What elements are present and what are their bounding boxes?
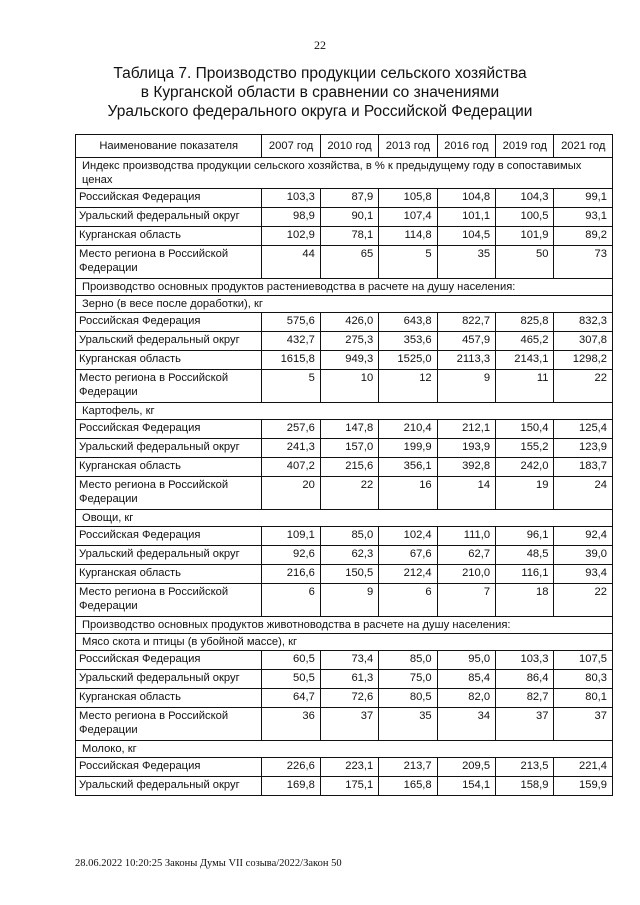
value-cell: 213,7 (379, 758, 437, 777)
value-cell: 22 (554, 370, 613, 403)
value-cell: 101,1 (437, 208, 495, 227)
value-cell: 65 (320, 246, 378, 279)
section-row (76, 403, 613, 420)
value-cell: 87,9 (320, 189, 378, 208)
section-row (76, 279, 613, 296)
value-cell: 215,6 (320, 458, 378, 477)
section-heading: Мясо скота и птицы (в убойной массе), кг (76, 634, 613, 651)
title-line: Таблица 7. Производство продукции сельского хозяйства (113, 65, 527, 82)
table-row (76, 546, 613, 565)
value-cell: 157,0 (320, 439, 378, 458)
header-cell: 2021 год (554, 135, 613, 158)
value-cell: 210,0 (437, 565, 495, 584)
value-cell: 123,9 (554, 439, 613, 458)
value-cell: 210,4 (379, 420, 437, 439)
value-cell: 93,1 (554, 208, 613, 227)
value-cell: 226,6 (262, 758, 320, 777)
section-heading: Зерно (в весе после доработки), кг (76, 296, 613, 313)
row-label: Уральский федеральный округ (76, 777, 262, 796)
row-label: Курганская область (76, 227, 262, 246)
value-cell: 825,8 (496, 313, 554, 332)
table-row (76, 351, 613, 370)
value-cell: 6 (379, 584, 437, 617)
value-cell: 242,0 (496, 458, 554, 477)
table-row (76, 246, 613, 279)
table-row (76, 370, 613, 403)
table-row (76, 477, 613, 510)
value-cell: 216,6 (262, 565, 320, 584)
value-cell: 1525,0 (379, 351, 437, 370)
section-row (76, 634, 613, 651)
value-cell: 158,9 (496, 777, 554, 796)
value-cell: 96,1 (496, 527, 554, 546)
header-cell: 2019 год (496, 135, 554, 158)
table-row (76, 584, 613, 617)
value-cell: 125,4 (554, 420, 613, 439)
row-label: Российская Федерация (76, 651, 262, 670)
value-cell: 1615,8 (262, 351, 320, 370)
value-cell: 109,1 (262, 527, 320, 546)
table-row (76, 708, 613, 741)
value-cell: 99,1 (554, 189, 613, 208)
value-cell: 101,9 (496, 227, 554, 246)
row-label: Место региона в Российской Федерации (76, 370, 262, 403)
section-heading: Овощи, кг (76, 510, 613, 527)
value-cell: 107,4 (379, 208, 437, 227)
value-cell: 35 (379, 708, 437, 741)
value-cell: 107,5 (554, 651, 613, 670)
value-cell: 643,8 (379, 313, 437, 332)
header-cell: 2010 год (320, 135, 378, 158)
value-cell: 37 (554, 708, 613, 741)
value-cell: 16 (379, 477, 437, 510)
table-title (60, 64, 580, 121)
value-cell: 1298,2 (554, 351, 613, 370)
row-label: Место региона в Российской Федерации (76, 246, 262, 279)
value-cell: 67,6 (379, 546, 437, 565)
header-cell: Наименование показателя (76, 135, 262, 158)
table-row (76, 689, 613, 708)
row-label: Место региона в Российской Федерации (76, 584, 262, 617)
value-cell: 50 (496, 246, 554, 279)
value-cell: 2143,1 (496, 351, 554, 370)
value-cell: 100,5 (496, 208, 554, 227)
value-cell: 98,9 (262, 208, 320, 227)
table-row (76, 208, 613, 227)
value-cell: 78,1 (320, 227, 378, 246)
row-label: Место региона в Российской Федерации (76, 708, 262, 741)
table-row (76, 758, 613, 777)
value-cell: 209,5 (437, 758, 495, 777)
value-cell: 95,0 (437, 651, 495, 670)
value-cell: 275,3 (320, 332, 378, 351)
value-cell: 102,9 (262, 227, 320, 246)
value-cell: 2113,3 (437, 351, 495, 370)
value-cell: 832,3 (554, 313, 613, 332)
value-cell: 92,4 (554, 527, 613, 546)
value-cell: 62,7 (437, 546, 495, 565)
value-cell: 7 (437, 584, 495, 617)
value-cell: 105,8 (379, 189, 437, 208)
row-label: Российская Федерация (76, 758, 262, 777)
value-cell: 80,5 (379, 689, 437, 708)
value-cell: 92,6 (262, 546, 320, 565)
value-cell: 150,4 (496, 420, 554, 439)
section-row (76, 741, 613, 758)
table-row (76, 670, 613, 689)
title-line: в Курганской области в сравнении со значениями (140, 84, 500, 101)
row-label: Российская Федерация (76, 527, 262, 546)
value-cell: 72,6 (320, 689, 378, 708)
value-cell: 19 (496, 477, 554, 510)
section-row (76, 296, 613, 313)
section-heading: Индекс производства продукции сельского хозяйства, в % к предыдущему году в сопоставимых ценах (76, 158, 613, 189)
row-label: Курганская область (76, 351, 262, 370)
value-cell: 154,1 (437, 777, 495, 796)
page-number: 22 (314, 38, 326, 52)
section-heading: Молоко, кг (76, 741, 613, 758)
value-cell: 114,8 (379, 227, 437, 246)
section-row (76, 617, 613, 634)
value-cell: 82,0 (437, 689, 495, 708)
value-cell: 89,2 (554, 227, 613, 246)
value-cell: 150,5 (320, 565, 378, 584)
row-label: Уральский федеральный округ (76, 208, 262, 227)
value-cell: 14 (437, 477, 495, 510)
value-cell: 22 (554, 584, 613, 617)
value-cell: 102,4 (379, 527, 437, 546)
value-cell: 223,1 (320, 758, 378, 777)
table-row (76, 439, 613, 458)
section-heading: Производство основных продуктов растениеводства в расчете на душу населения: (76, 279, 613, 296)
section-row (76, 510, 613, 527)
value-cell: 111,0 (437, 527, 495, 546)
value-cell: 9 (320, 584, 378, 617)
row-label: Российская Федерация (76, 420, 262, 439)
agriculture-table (75, 134, 613, 796)
value-cell: 61,3 (320, 670, 378, 689)
value-cell: 24 (554, 477, 613, 510)
header-cell: 2016 год (437, 135, 495, 158)
table-row (76, 227, 613, 246)
value-cell: 36 (262, 708, 320, 741)
title-line: Уральского федерального округа и Российской Федерации (107, 103, 533, 120)
table-row (76, 189, 613, 208)
row-label: Курганская область (76, 458, 262, 477)
value-cell: 407,2 (262, 458, 320, 477)
value-cell: 60,5 (262, 651, 320, 670)
value-cell: 213,5 (496, 758, 554, 777)
value-cell: 147,8 (320, 420, 378, 439)
value-cell: 11 (496, 370, 554, 403)
value-cell: 392,8 (437, 458, 495, 477)
value-cell: 5 (262, 370, 320, 403)
value-cell: 85,0 (320, 527, 378, 546)
header-cell: 2013 год (379, 135, 437, 158)
value-cell: 80,3 (554, 670, 613, 689)
value-cell: 193,9 (437, 439, 495, 458)
section-row (76, 158, 613, 189)
section-heading: Картофель, кг (76, 403, 613, 420)
value-cell: 62,3 (320, 546, 378, 565)
value-cell: 18 (496, 584, 554, 617)
value-cell: 103,3 (262, 189, 320, 208)
row-label: Уральский федеральный округ (76, 439, 262, 458)
value-cell: 465,2 (496, 332, 554, 351)
table-body (76, 158, 613, 796)
value-cell: 159,9 (554, 777, 613, 796)
value-cell: 257,6 (262, 420, 320, 439)
value-cell: 22 (320, 477, 378, 510)
row-label: Российская Федерация (76, 189, 262, 208)
table-row (76, 458, 613, 477)
table-row (76, 420, 613, 439)
row-label: Уральский федеральный округ (76, 546, 262, 565)
value-cell: 949,3 (320, 351, 378, 370)
value-cell: 183,7 (554, 458, 613, 477)
value-cell: 212,1 (437, 420, 495, 439)
value-cell: 575,6 (262, 313, 320, 332)
value-cell: 90,1 (320, 208, 378, 227)
value-cell: 221,4 (554, 758, 613, 777)
row-label: Российская Федерация (76, 313, 262, 332)
value-cell: 73 (554, 246, 613, 279)
header-cell: 2007 год (262, 135, 320, 158)
value-cell: 175,1 (320, 777, 378, 796)
value-cell: 37 (496, 708, 554, 741)
footer-stamp: 28.06.2022 10:20:25 Законы Думы VII созыва/2022/Закон 50 (75, 858, 342, 869)
value-cell: 6 (262, 584, 320, 617)
value-cell: 39,0 (554, 546, 613, 565)
value-cell: 10 (320, 370, 378, 403)
value-cell: 822,7 (437, 313, 495, 332)
value-cell: 44 (262, 246, 320, 279)
value-cell: 104,5 (437, 227, 495, 246)
row-label: Уральский федеральный округ (76, 332, 262, 351)
value-cell: 85,4 (437, 670, 495, 689)
value-cell: 457,9 (437, 332, 495, 351)
value-cell: 85,0 (379, 651, 437, 670)
row-label: Курганская область (76, 565, 262, 584)
table-header-row (76, 135, 613, 158)
value-cell: 307,8 (554, 332, 613, 351)
value-cell: 103,3 (496, 651, 554, 670)
value-cell: 104,8 (437, 189, 495, 208)
value-cell: 155,2 (496, 439, 554, 458)
value-cell: 20 (262, 477, 320, 510)
value-cell: 212,4 (379, 565, 437, 584)
value-cell: 5 (379, 246, 437, 279)
value-cell: 34 (437, 708, 495, 741)
value-cell: 50,5 (262, 670, 320, 689)
value-cell: 73,4 (320, 651, 378, 670)
value-cell: 104,3 (496, 189, 554, 208)
table-row (76, 651, 613, 670)
table-row (76, 527, 613, 546)
row-label: Место региона в Российской Федерации (76, 477, 262, 510)
value-cell: 64,7 (262, 689, 320, 708)
value-cell: 48,5 (496, 546, 554, 565)
value-cell: 165,8 (379, 777, 437, 796)
value-cell: 116,1 (496, 565, 554, 584)
value-cell: 432,7 (262, 332, 320, 351)
value-cell: 12 (379, 370, 437, 403)
value-cell: 93,4 (554, 565, 613, 584)
value-cell: 75,0 (379, 670, 437, 689)
value-cell: 82,7 (496, 689, 554, 708)
row-label: Уральский федеральный округ (76, 670, 262, 689)
value-cell: 169,8 (262, 777, 320, 796)
value-cell: 199,9 (379, 439, 437, 458)
value-cell: 86,4 (496, 670, 554, 689)
table-row (76, 565, 613, 584)
value-cell: 37 (320, 708, 378, 741)
value-cell: 356,1 (379, 458, 437, 477)
table-row (76, 313, 613, 332)
table-row (76, 777, 613, 796)
value-cell: 35 (437, 246, 495, 279)
row-label: Курганская область (76, 689, 262, 708)
table-row (76, 332, 613, 351)
value-cell: 241,3 (262, 439, 320, 458)
value-cell: 426,0 (320, 313, 378, 332)
value-cell: 9 (437, 370, 495, 403)
value-cell: 80,1 (554, 689, 613, 708)
section-heading: Производство основных продуктов животноводства в расчете на душу населения: (76, 617, 613, 634)
value-cell: 353,6 (379, 332, 437, 351)
